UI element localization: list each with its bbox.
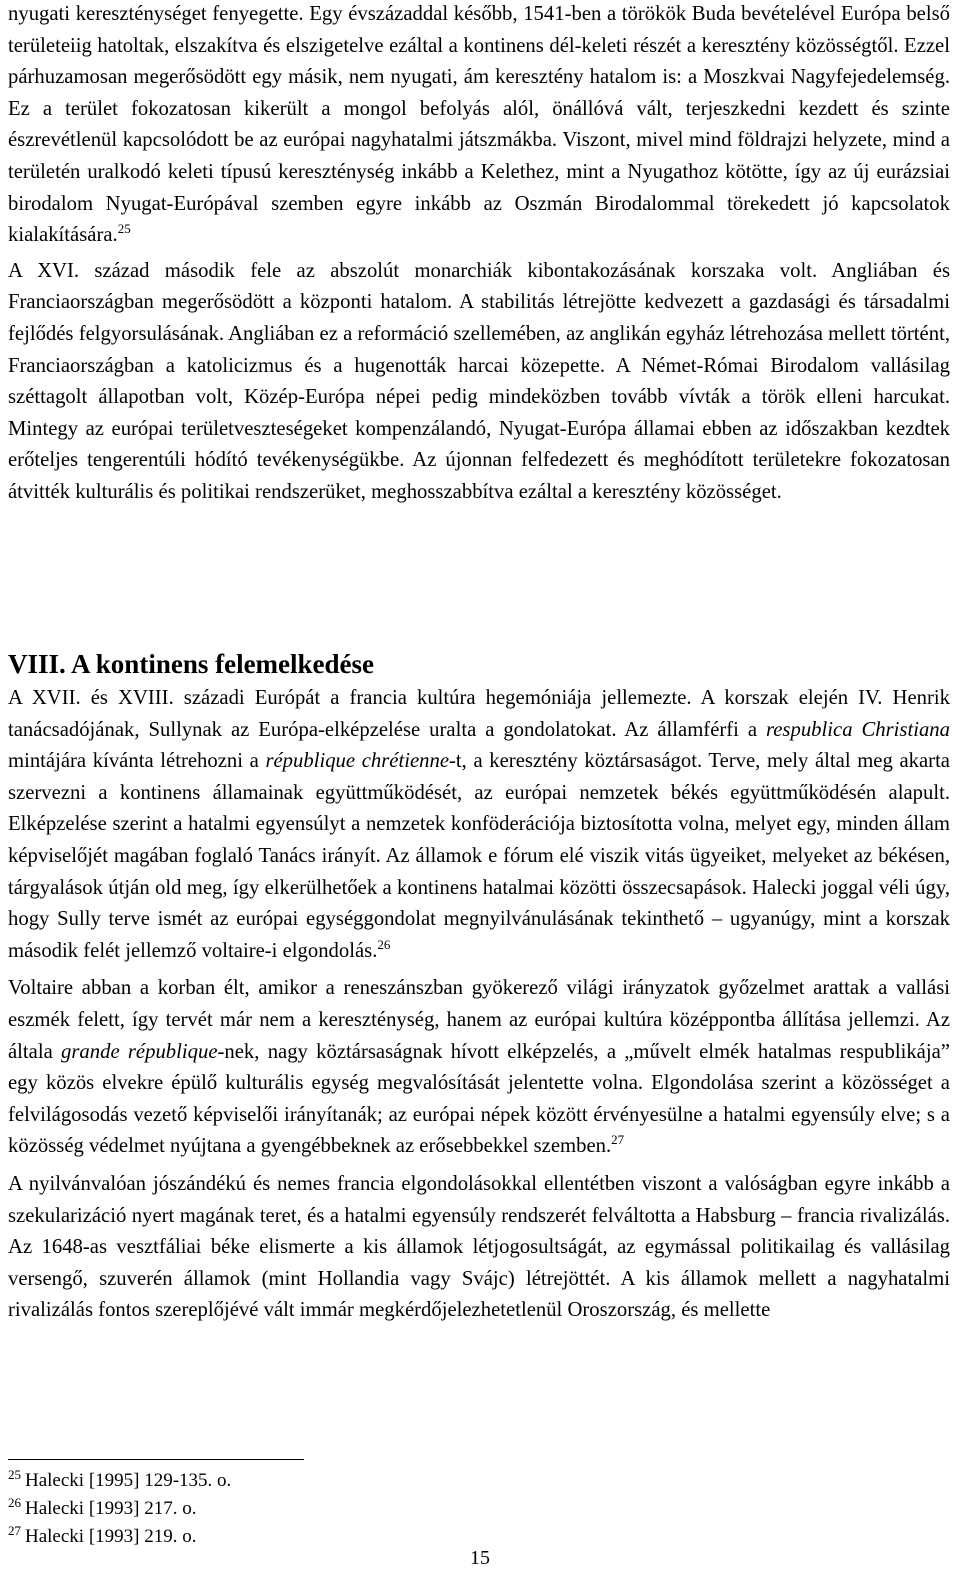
footnote-reference: 25 (117, 221, 131, 237)
section-heading: VIII. A kontinens felemelkedése (8, 649, 375, 679)
paragraph: Voltaire abban a korban élt, amikor a reneszánszban gyökerező világi irányzatok győzelmet arattak a vallási eszmék felett, így tervét már nem a kereszténység, hanem az európai kultúra középpontba állítása jellemzi. Az általa grande république-nek, nagy köztársaságnak hívott elképzelés, a „művelt elmék hatalmas respublikája” egy közös elvekre épülő kulturális egység megvalósítását jelentette volna. Elgondolása szerint a közösséget a felvilágosodás vezető képviselői irányítanák; az európai népek között érvényesülne a hatalmi egyensúly elve; s a közösség védelmet nyújtana a gyengébbeknek az erősebbekkel szemben.$^{27}$ (8, 977, 950, 1158)
paragraph: nyugati kereszténységet fenyegette. Egy évszázaddal később, 1541-ben a törökök Buda bevételével Európa belső területeiig hatoltak, elszakítva és elszigetelve ezáltal a kontinens dél-keleti részét a keresztény közösségtől. Ezzel párhuzamosan megerősödött egy másik, nem nyugati, ám keresztény hatalom is: a Moszkvai Nagyfejedelemség. Ez a terület fokozatosan kikerült a mongol befolyás alól, önállóvá vált, terjeszkedni kezdett és szinte észrevétlenül kapcsolódott be az európai nagyhatalmi játszmákba. Viszont, mivel mind földrajzi helyzete, mind a területén uralkodó keleti típusú kereszténység inkább a Kelethez, mint a Nyugathoz kötötte, így az új eurázsiai birodalom Nyugat-Európával szemben egyre inkább az Oszmán Birodalommal törekedett jó kapcsolatok kialakítására.$^{25}$ (8, 3, 950, 247)
body-text-upper (8, 0, 950, 509)
footnote: $^{26}$ Halecki [1993] 217. o. (8, 1495, 197, 1519)
footnote: $^{27}$ Halecki [1993] 219. o. (8, 1523, 197, 1547)
footnotes (8, 1467, 231, 1551)
paragraph: A nyilvánvalóan jószándékú és nemes francia elgondolásokkal ellentétben viszont a valóságban egyre inkább a szekularizáció nyert magának teret, és a hatalmi egyensúly rendszerét felváltotta a Habsburg – francia rivalizálás. Az 1648-as vesztfáliai béke elismerte a kis államok létjogosultságát, az egymással politikailag és vallásilag versengő, szuverén államok (mint Hollandia vagy Svájc) létrejöttét. A kis államok mellett a nagyhatalmi rivalizálás fontos szereplőjévé vált immár megkérdőjelezhetetlenül Oroszország, és mellette (8, 1172, 950, 1322)
paragraph: A XVI. század második fele az abszolút monarchiák kibontakozásának korszaka volt. Angliában és Franciaországban megerősödött a központi hatalom. A stabilitás létrejötte kedvezett a gazdasági és társadalmi fejlődés felgyorsulásának. Angliában ez a reformáció szellemében, az anglikán egyház létrehozása mellett történt, Franciaországban a katolicizmus és a hugenották harcai közepette. A Német-Római Birodalom vallásilag széttagolt állapotban volt, Közép-Európa népei pedig mindeközben tovább vívták a török elleni harcukat. Mintegy az európai területveszteségeket kompenzálandó, Nyugat-Európa államai ebben az időszakban kezdtek erőteljes tengerentúli hódító tevékenységükbe. Az újonnan felfedezett és meghódított területekre fokozatosan átvitték kulturális és politikai rendszerüket, meghosszabbítva ezáltal a keresztény közösséget. (8, 259, 950, 503)
italic-term: république chrétienne (265, 750, 450, 773)
footnote-separator (8, 1459, 304, 1460)
footnote: $^{25}$ Halecki [1995] 129-135. o. (8, 1467, 232, 1491)
page-number: 15 (470, 1547, 490, 1569)
paragraph: A XVII. és XVIII. századi Európát a francia kultúra hegemóniája jellemezte. A korszak elején IV. Henrik tanácsadójának, Sullynak az Európa-elképzelése uralta a gondolatokat. Az államférfi a respublica Christiana mintájára kívánta létrehozni a république chrétienne-t, a keresztény köztársaságot. Terve, mely által meg akarta szervezni a kontinens államainak együttműködését, az európai nemzetek békés együttműködésén alapult. Elképzelése szerint a hatalmi egyensúlyt a nemzetek konföderációja biztosította volna, melyet egy, minden állam képviselőjét magában foglaló Tanács irányít. Az államok e fórum elé viszik vitás ügyeiket, melyeket az békésen, tárgyalások útján old meg, így elkerülhetőek a kontinens hatalmai közötti összecsapások. Halecki joggal véli úgy, hogy Sully terve ismét az európai egységgondolat megnyilvánulásának tekinthető – ugyanúgy, mint a korszak második felét jellemző voltaire-i elgondolás.$^{26}$ (8, 687, 950, 962)
footnote-reference: 26 (377, 936, 391, 952)
footnote-reference: 27 (611, 1132, 625, 1148)
italic-term: respublica Christiana (765, 718, 950, 741)
body-text-lower (8, 683, 950, 1327)
italic-term: grande république (61, 1040, 218, 1063)
